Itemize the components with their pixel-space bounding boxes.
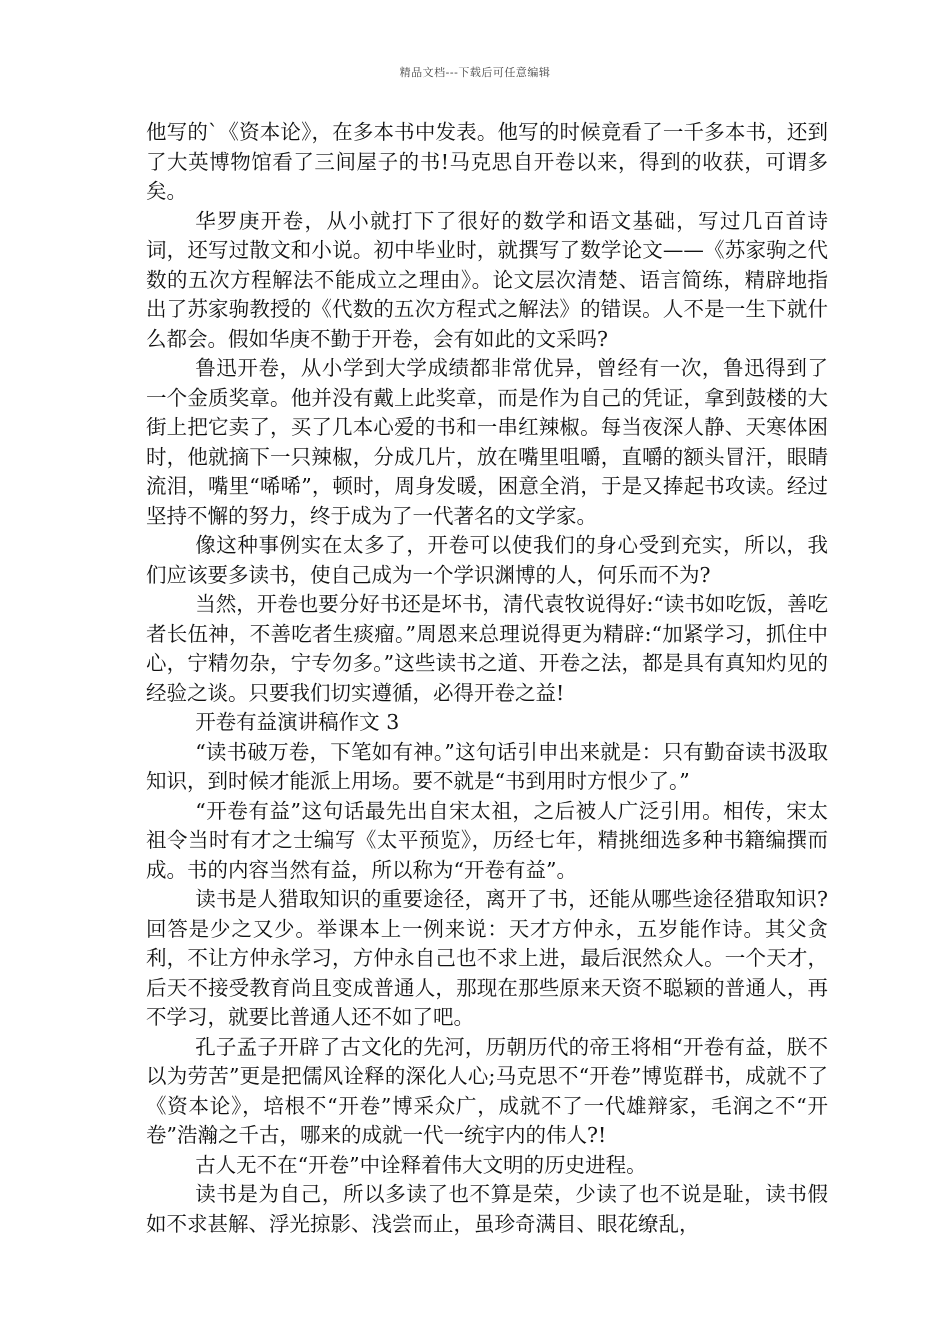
paragraph: 鲁迅开卷，从小学到大学成绩都非常优异，曾经有一次，鲁迅得到了一个金质奖章。他并没有戴上此奖章，而是作为自己的凭证，拿到鼓楼的大街上把它卖了，买了几本心爱的书和一串红辣椒。每当夜深人静、天寒体困时，他就摘下一只辣椒，分成几片，放在嘴里咀嚼，直嚼的额头冒汗，眼睛流泪，嘴里“唏唏”，顿时，周身发暖，困意全消，于是又捧起书攻读。经过坚持不懈的努力，终于成为了一代著名的文学家。 [146, 356, 828, 528]
paragraph: 当然，开卷也要分好书还是坏书，清代袁牧说得好:“读书如吃饭，善吃者长伍神，不善吃者生痰瘤。”周恩来总理说得更为精辟:“加紧学习，抓住中心，宁精勿杂，宁专勿多。”这些读书之道、开卷之法，都是具有真知灼见的经验之谈。只要我们切实遵循，必得开卷之益! [146, 592, 828, 705]
paragraph: 读书是为自己，所以多读了也不算是荣，少读了也不说是耻，读书假如不求甚解、浮光掠影、浅尝而止，虽珍奇满目、眼花缭乱， [146, 1182, 828, 1236]
paragraph: 孔子孟子开辟了古文化的先河，历朝历代的帝王将相“开卷有益，朕不以为劳苦”更是把儒风诠释的深化人心;马克思不“开卷”博览群书，成就不了《资本论》，培根不“开卷”博采众广，成就不了一代雄辩家，毛润之不“开卷”浩瀚之千古，哪来的成就一代一统宇内的伟人?! [146, 1034, 828, 1147]
paragraph: 华罗庚开卷，从小就打下了很好的数学和语文基础，写过几百首诗词，还写过散文和小说。初中毕业时，就撰写了数学论文——《苏家驹之代数的五次方程解法不能成立之理由》。论文层次清楚、语言简练，精辟地指出了苏家驹教授的《代数的五次方程式之解法》的错误。人不是一生下就什么都会。假如华庚不勤于开卷，会有如此的文采吗? [146, 208, 828, 351]
paragraph: 他写的`《资本论》，在多本书中发表。他写的时候竟看了一千多本书，还到了大英博物馆看了三间屋子的书!马克思自开卷以来，得到的收获，可谓多矣。 [146, 120, 828, 203]
paragraph: “开卷有益”这句话最先出自宋太祖，之后被人广泛引用。相传，宋太祖令当时有才之士编写《太平预览》，历经七年，精挑细选多种书籍编撰而成。书的内容当然有益，所以称为“开卷有益”。 [146, 798, 828, 882]
paragraph: 像这种事例实在太多了，开卷可以使我们的身心受到充实，所以，我们应该要多读书，使自己成为一个学识渊博的人，何乐而不为? [146, 533, 828, 587]
document-body [146, 118, 828, 1239]
section-heading: 开卷有益演讲稿作文 3 [195, 710, 400, 734]
paragraph: 古人无不在“开卷”中诠释着伟大文明的历史进程。 [195, 1152, 647, 1177]
page-header: 精品文档---下载后可任意编辑 [399, 66, 551, 79]
paragraph: “读书破万卷，下笔如有神。”这句话引申出来就是：只有勤奋读书汲取知识，到时候才能派上用场。要不就是“书到用时方恨少了。” [146, 739, 828, 793]
paragraph: 读书是人猎取知识的重要途径，离开了书，还能从哪些途径猎取知识?回答是少之又少。举课本上一例来说：天才方仲永，五岁能作诗。其父贪利，不让方仲永学习，方仲永自己也不求上进，最后泯然众人。一个天才，后天不接受教育尚且变成普通人，那现在那些原来天资不聪颖的普通人，再不学习，就要比普通人还不如了吧。 [146, 887, 828, 1029]
